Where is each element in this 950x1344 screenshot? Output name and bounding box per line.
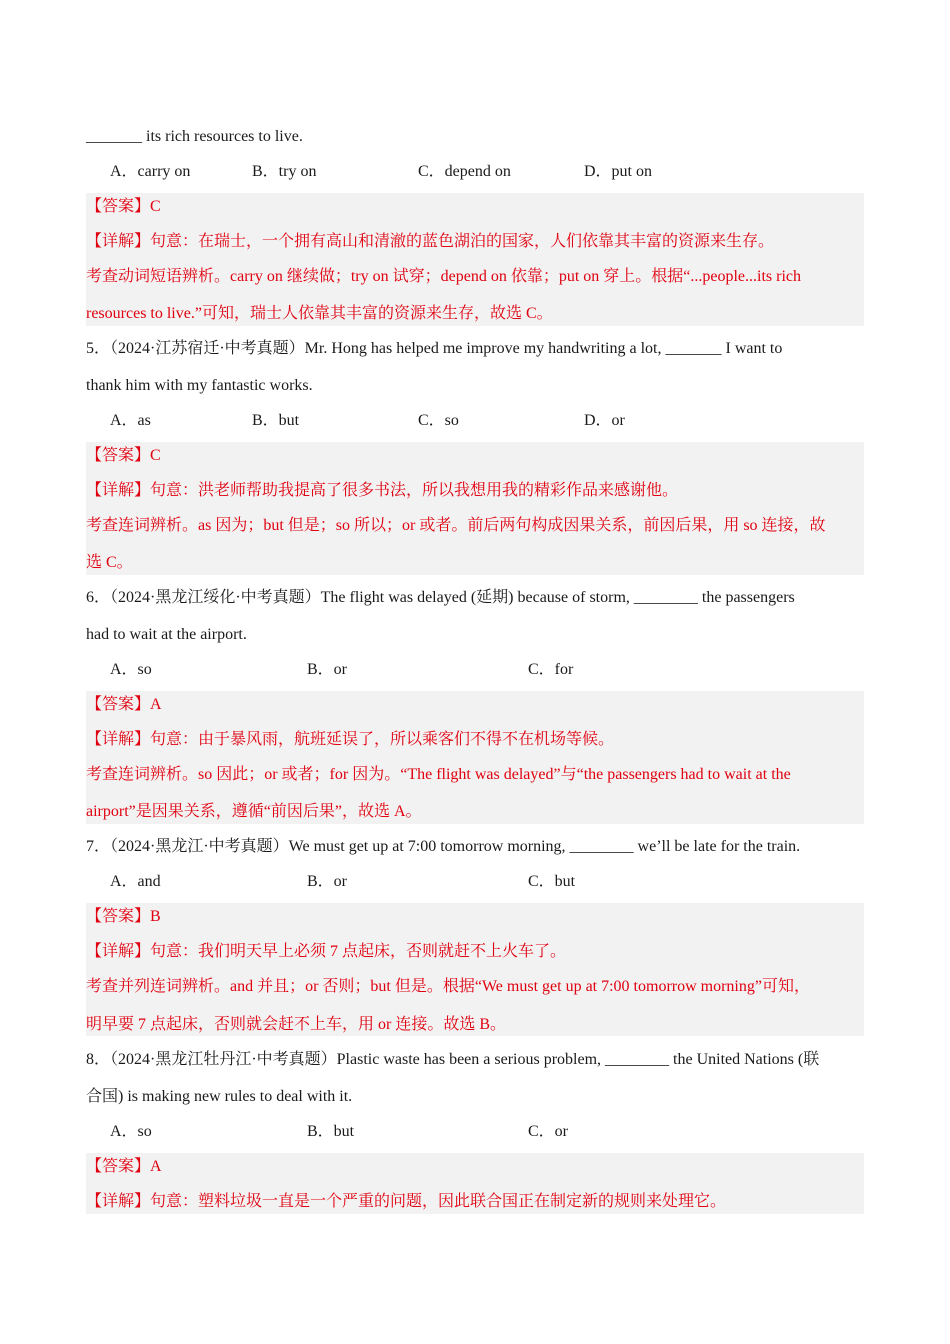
q7-analysis-1: 考查并列连词辨析。and 并且；or 否则；but 但是。根据“We must get up at 7:00 tomorrow morning”可知， bbox=[86, 978, 810, 995]
q7-option-c: C．but bbox=[528, 873, 576, 890]
q5-option-b: B．but bbox=[252, 412, 300, 429]
q8-detail: 【详解】句意：塑料垃圾一直是一个严重的问题，因此联合国正在制定新的规则来处理它。 bbox=[86, 1193, 727, 1210]
q6-answer: 【答案】A bbox=[86, 696, 162, 713]
q7-analysis-2: 明早要 7 点起床，否则就会赶不上车，用 or 连接。故选 B。 bbox=[86, 1016, 507, 1033]
q5-analysis-2: 选 C。 bbox=[86, 554, 133, 571]
q8-stem-2: 合国) is making new rules to deal with it. bbox=[86, 1088, 353, 1105]
q5-detail: 【详解】句意：洪老师帮助我提高了很多书法，所以我想用我的精彩作品来感谢他。 bbox=[86, 482, 679, 499]
q8-option-c: C．or bbox=[528, 1123, 569, 1140]
q7-stem-1: 7．（2024·黑龙江·中考真题）We must get up at 7:00 tomorrow morning, ________ we’ll be late for the train. bbox=[86, 838, 801, 855]
q4-option-d: D．put on bbox=[584, 163, 653, 180]
q4-analysis-2: resources to live.”可知，瑞士人依靠其丰富的资源来生存，故选 C。 bbox=[86, 305, 553, 322]
q5-option-d: D．or bbox=[584, 412, 625, 429]
q5-answer: 【答案】C bbox=[86, 447, 161, 464]
q8-answer: 【答案】A bbox=[86, 1158, 162, 1175]
q7-detail: 【详解】句意：我们明天早上必须 7 点起床，否则就赶不上火车了。 bbox=[86, 943, 567, 960]
q5-option-a: A．as bbox=[110, 412, 151, 429]
q4-option-c: C．depend on bbox=[418, 163, 511, 180]
q5-analysis-1: 考查连词辨析。as 因为；but 但是；so 所以；or 或者。前后两句构成因果关系，前因后果，用 so 连接，故 bbox=[86, 517, 826, 534]
q7-answer: 【答案】B bbox=[86, 908, 161, 925]
q6-analysis-1: 考查连词辨析。so 因此；or 或者；for 因为。“The flight was delayed”与“the passengers had to wait at the bbox=[86, 766, 791, 783]
q5-stem-1: 5．（2024·江苏宿迁·中考真题）Mr. Hong has helped me improve my handwriting a lot, _______ I want to bbox=[86, 340, 783, 357]
q4-option-a: A．carry on bbox=[110, 163, 191, 180]
q4-analysis-1: 考查动词短语辨析。carry on 继续做；try on 试穿；depend on 依靠；put on 穿上。根据“...people...its rich bbox=[86, 268, 802, 285]
q6-analysis-2: airport”是因果关系，遵循“前因后果”，故选 A。 bbox=[86, 803, 422, 820]
q5-stem-2: thank him with my fantastic works. bbox=[86, 377, 313, 394]
q4-option-b: B．try on bbox=[252, 163, 317, 180]
q6-option-a: A．so bbox=[110, 661, 152, 678]
q6-detail: 【详解】句意：由于暴风雨，航班延误了，所以乘客们不得不在机场等候。 bbox=[86, 731, 615, 748]
q5-option-c: C．so bbox=[418, 412, 459, 429]
q8-option-b: B．but bbox=[307, 1123, 355, 1140]
q4-stem-tail: _______ its rich resources to live. bbox=[86, 128, 303, 145]
q5-answer-box bbox=[86, 442, 864, 575]
q4-detail: 【详解】句意：在瑞士，一个拥有高山和清澈的蓝色湖泊的国家，人们依靠其丰富的资源来生存。 bbox=[86, 233, 775, 250]
q7-option-b: B．or bbox=[307, 873, 348, 890]
q6-stem-1: 6．（2024·黑龙江绥化·中考真题）The flight was delayed (延期) because of storm, ________ the passengers bbox=[86, 589, 795, 606]
q6-option-b: B．or bbox=[307, 661, 348, 678]
q6-stem-2: had to wait at the airport. bbox=[86, 626, 247, 643]
q6-option-c: C．for bbox=[528, 661, 574, 678]
q8-option-a: A．so bbox=[110, 1123, 152, 1140]
q8-stem-1: 8．（2024·黑龙江牡丹江·中考真题）Plastic waste has been a serious problem, ________ the United Nations (联 bbox=[86, 1051, 820, 1068]
q7-option-a: A．and bbox=[110, 873, 161, 890]
q4-answer: 【答案】C bbox=[86, 198, 161, 215]
